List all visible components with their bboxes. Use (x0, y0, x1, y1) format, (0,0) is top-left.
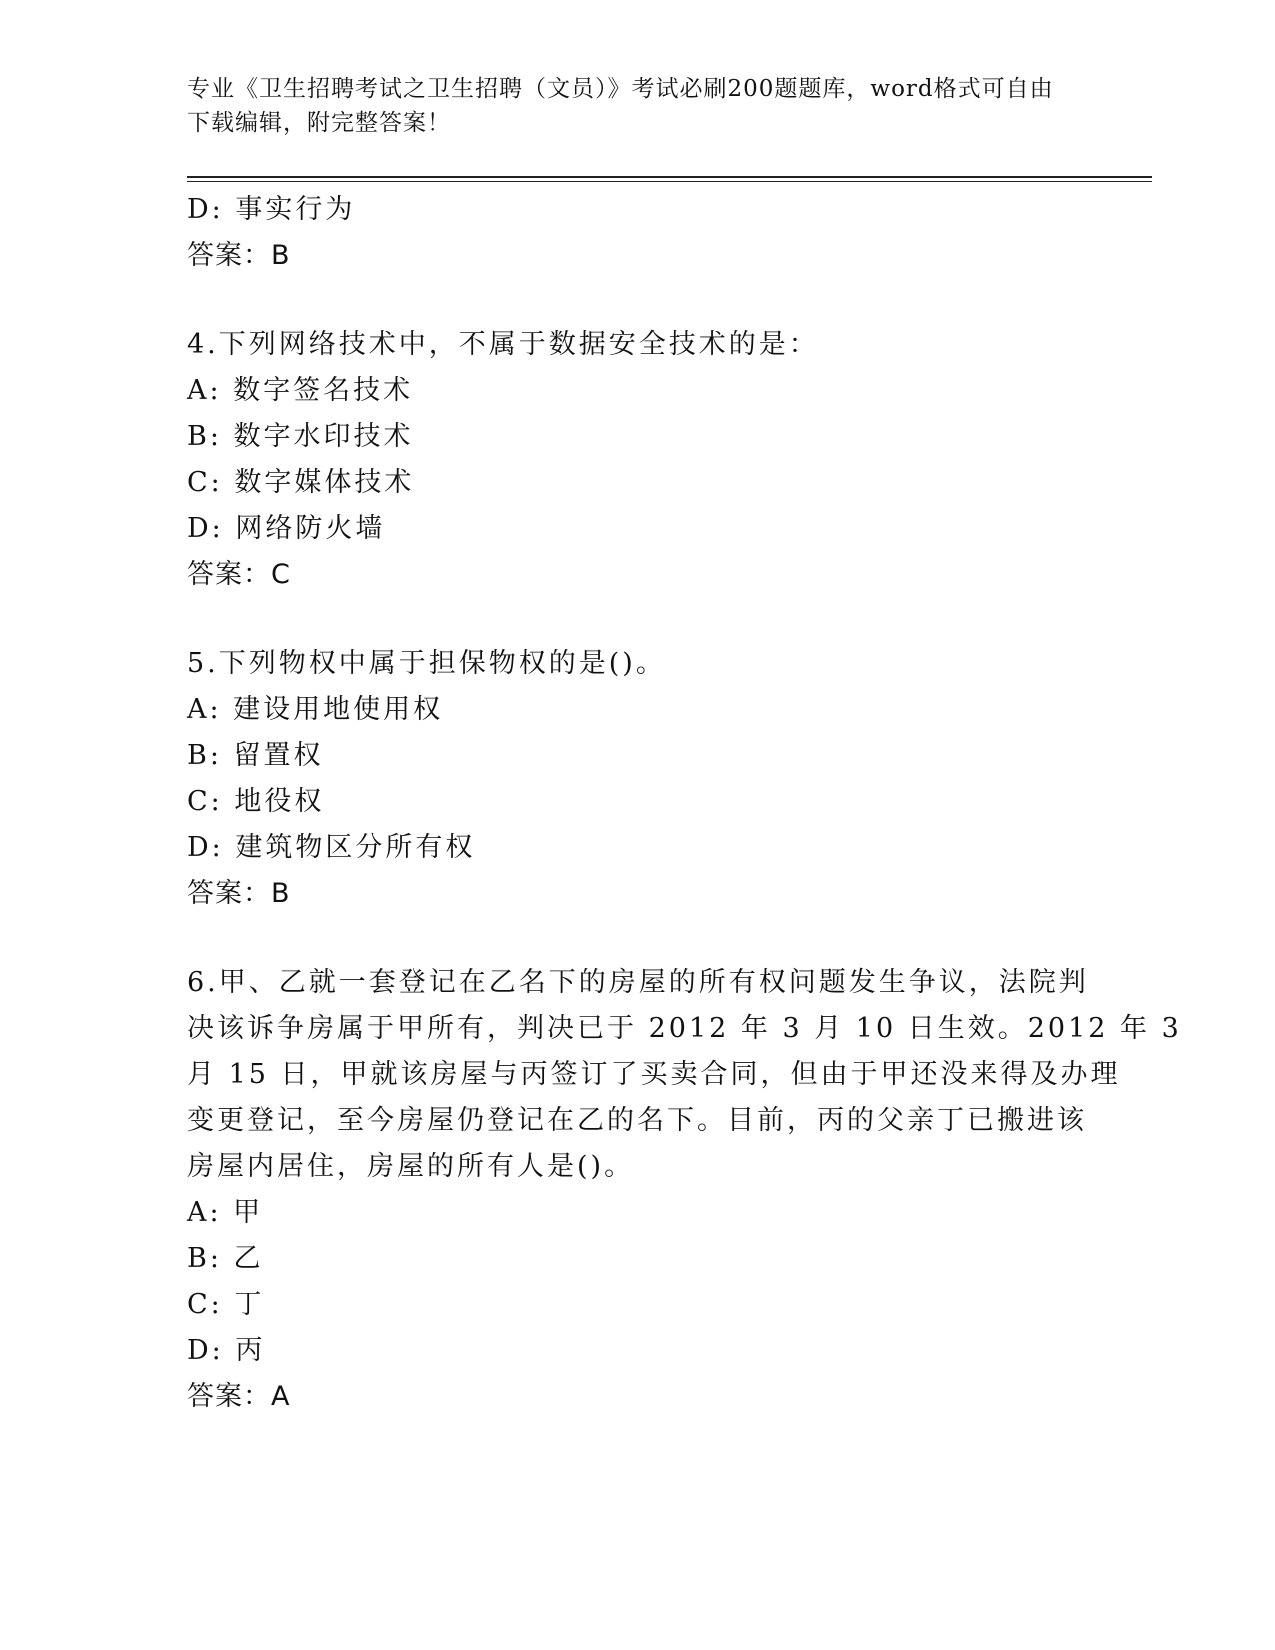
option-a: A: 甲 (187, 1197, 264, 1228)
option-a: A: 数字签名技术 (187, 375, 414, 406)
answer-line: 答案：B (187, 240, 291, 271)
question-4 (187, 322, 1077, 598)
option-d: D: 丙 (187, 1335, 266, 1366)
option-a: A: 建设用地使用权 (187, 694, 444, 725)
question-title-line-1: 6.甲、乙就一套登记在乙名下的房屋的所有权问题发生争议，法院判 (187, 967, 1089, 998)
question-5 (187, 641, 1077, 917)
spacer (187, 917, 1077, 960)
option-d: D: 建筑物区分所有权 (187, 832, 476, 863)
header-rule-thin (187, 181, 1152, 182)
question-6 (187, 960, 1182, 1420)
question-title-line-3: 月 15 日，甲就该房屋与丙签订了买卖合同，但由于甲还没来得及办理 (187, 1059, 1121, 1090)
option-d: D: 网络防火墙 (187, 513, 386, 544)
spacer (187, 279, 1077, 322)
answer-line: 答案：A (187, 1381, 291, 1412)
question-title-line-4: 变更登记，至今房屋仍登记在乙的名下。目前，丙的父亲丁已搬进该 (187, 1105, 1087, 1136)
option-b: B: 乙 (187, 1243, 264, 1274)
answer-line: 答案：B (187, 878, 291, 909)
header-rule-thick (187, 176, 1152, 178)
document-header: 专业《卫生招聘考试之卫生招聘（文员）》考试必刷200题题库，word格式可自由下载编辑，附完整答案！ (187, 76, 1054, 136)
option-c: C: 地役权 (187, 786, 325, 817)
question-content (187, 187, 1182, 1420)
question-title-line-5: 房屋内居住，房屋的所有人是()。 (187, 1151, 635, 1182)
spacer (187, 598, 1077, 641)
question-title: 5.下列物权中属于担保物权的是()。 (187, 648, 666, 679)
option-c: C: 数字媒体技术 (187, 467, 415, 498)
question-title-line-2: 决该诉争房属于甲所有，判决已于 2012 年 3 月 10 日生效。2012 年 3 (187, 1013, 1182, 1044)
option-b: B: 留置权 (187, 740, 324, 771)
option-b: B: 数字水印技术 (187, 421, 414, 452)
option-d: D: 事实行为 (187, 194, 356, 225)
option-c: C: 丁 (187, 1289, 265, 1320)
answer-line: 答案：C (187, 559, 291, 590)
question-title: 4.下列网络技术中，不属于数据安全技术的是： (187, 329, 819, 360)
previous-question-tail (187, 187, 1077, 279)
